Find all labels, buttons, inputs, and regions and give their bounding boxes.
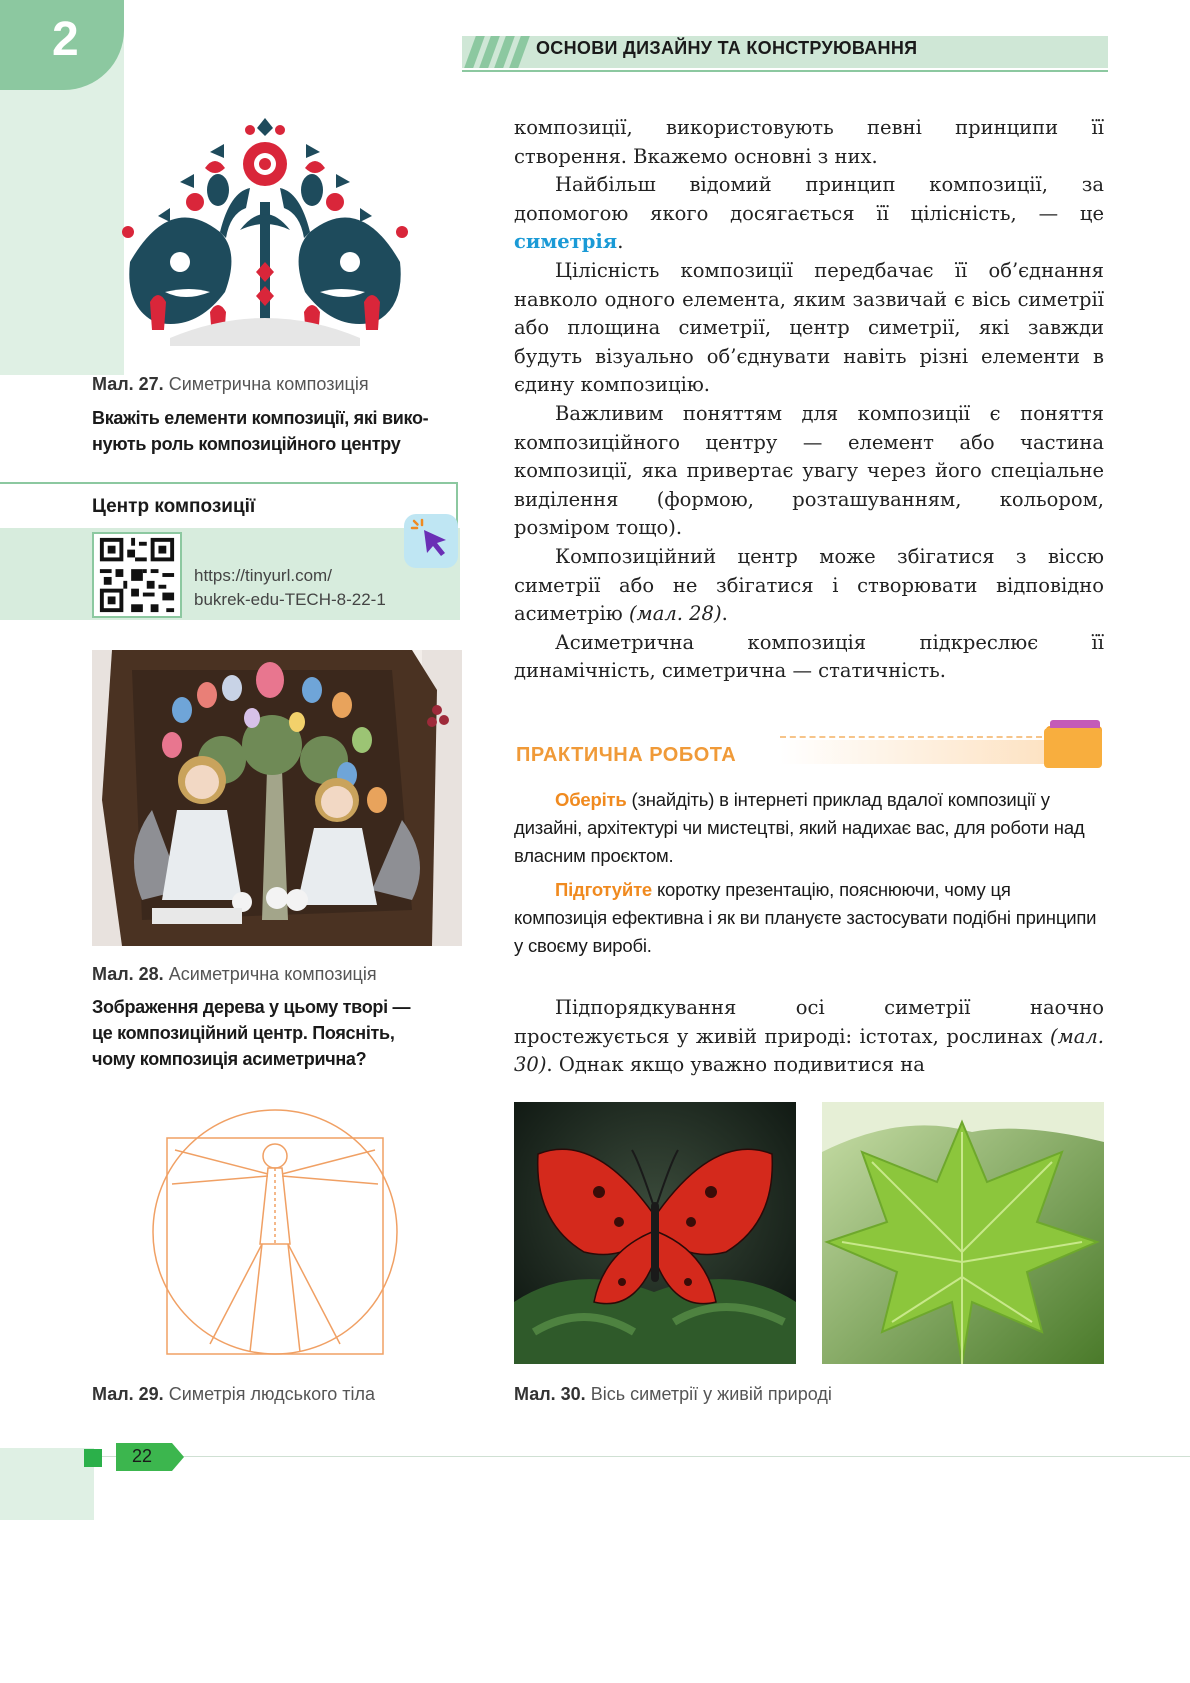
practical-header-glow	[780, 740, 1050, 764]
fig29-caption-text: Симетрія людського тіла	[168, 1384, 376, 1404]
paragraph: Асиметрична композиція підкреслює її динамічність, симетрична — статичність.	[514, 630, 1104, 683]
fig28-question-line: це композиційний центр. Поясніть,	[92, 1023, 395, 1043]
fig28-caption-text: Асиметрична композиція	[168, 964, 377, 984]
fig29-caption	[92, 1384, 375, 1405]
fig27-question	[92, 405, 472, 457]
term-symmetry: симетрія	[514, 230, 618, 254]
task-text: (знайдіть) в інтернеті приклад вдалої композиції у дизайні, архітектурі чи мистецтві, який надихає вас, для роботи над власним проєктом.	[514, 789, 1085, 866]
task-item	[514, 876, 1106, 960]
qr-link-line: https://tinyurl.com/	[194, 566, 332, 585]
paragraph: Важливим поняттям для композиції є поняття композиційного центру — елемент або частина композиції, яка привертає увагу через його спеціальне виділення (формою, розташуванням, кольором, розміром тощо).	[514, 401, 1104, 540]
body-text-bottom	[514, 994, 1104, 1080]
fig28-question	[92, 994, 472, 1072]
paragraph-text: . Однак якщо уважно подивитися на	[546, 1053, 925, 1077]
paragraph: композиції, використовують певні принципи її створення. Вкажемо основні з них.	[514, 116, 1104, 168]
practical-header-divider	[780, 736, 1042, 740]
paragraph-text: Підпорядкування осі симетрії наочно простежується у живій природі: істотах, рослинах	[514, 996, 1104, 1048]
paragraph	[514, 171, 1104, 257]
figure-reference: (мал. 30)	[514, 1024, 1104, 1077]
fig30-label: Мал. 30.	[514, 1384, 586, 1404]
fig27-caption-text: Симетрична композиція	[168, 374, 369, 394]
paragraph-text: .	[617, 230, 624, 254]
task-text: коротку презентацію, пояснюючи, чому ця композиція ефективна і як ви плануєте застосувати подібні принципи у своєму виробі.	[514, 879, 1097, 956]
fig28-label: Мал. 28.	[92, 964, 164, 984]
footer-line	[94, 1456, 1190, 1457]
qr-box-title: Центр композиції	[92, 496, 256, 517]
fig28-question-line: чому композиція асиметрична?	[92, 1049, 367, 1069]
fig29-label: Мал. 29.	[92, 1384, 164, 1404]
fig27-label: Мал. 27.	[92, 374, 164, 394]
figure-reference: (мал. 28)	[628, 602, 722, 626]
task-item	[514, 786, 1106, 870]
fig30-caption	[514, 1384, 832, 1405]
chapter-number: 2	[52, 13, 79, 66]
human-body-symmetry-image	[150, 1094, 400, 1356]
paragraph: Цілісність композиції передбачає її об’єднання навколо одного елемента, яким зазвичай є вісь симетрії або площина симетрії, центр симетрії, які завжди будуть візуально об’єднувати навіть різні елементи в єдину композицію.	[514, 258, 1104, 397]
body-text-top	[514, 114, 1104, 686]
qr-link[interactable]	[194, 564, 386, 612]
footer-square-icon	[84, 1448, 106, 1468]
fig27-question-line: Вкажіть елементи композиції, які вико-	[92, 408, 429, 428]
paragraph-text: Композиційний центр може збігатися з віссю симетрії або не збігатися і створювати відповідно асиметрію	[514, 544, 1104, 626]
click-cursor-icon	[402, 512, 460, 570]
fig28-caption	[92, 964, 377, 985]
header-title: ОСНОВИ ДИЗАЙНУ ТА КОНСТРУЮВАННЯ	[536, 38, 918, 58]
footer-tab	[0, 1448, 94, 1520]
folder-icon	[1042, 716, 1104, 768]
butterfly-image	[514, 1102, 796, 1364]
paragraph	[514, 994, 1104, 1080]
task-verb: Підготуйте	[555, 879, 653, 900]
fig28-question-line: Зображення дерева у цьому творі —	[92, 997, 411, 1017]
practical-work-title: ПРАКТИЧНА РОБОТА	[516, 744, 737, 766]
practical-tasks	[514, 786, 1106, 960]
paragraph-text: Найбільш відомий принцип композиції, за допомогою якого досягається її цілісність, — це	[514, 173, 1104, 225]
fig27-caption	[92, 374, 369, 395]
paragraph-text: .	[721, 602, 728, 626]
fig27-question-line: нують роль композиційного центру	[92, 434, 401, 454]
qr-link-line: bukrek-edu-TECH-8-22-1	[194, 590, 386, 609]
paragraph	[514, 543, 1104, 629]
task-verb: Оберіть	[555, 789, 627, 810]
symmetric-composition-image	[110, 112, 420, 352]
qr-code-icon[interactable]	[92, 532, 182, 618]
header-underline	[462, 70, 1108, 72]
fig30-caption-text: Вісь симетрії у живій природі	[590, 1384, 832, 1404]
maple-leaf-image	[822, 1102, 1104, 1364]
asymmetric-composition-image	[92, 650, 462, 946]
page-number: 22	[132, 1446, 153, 1466]
